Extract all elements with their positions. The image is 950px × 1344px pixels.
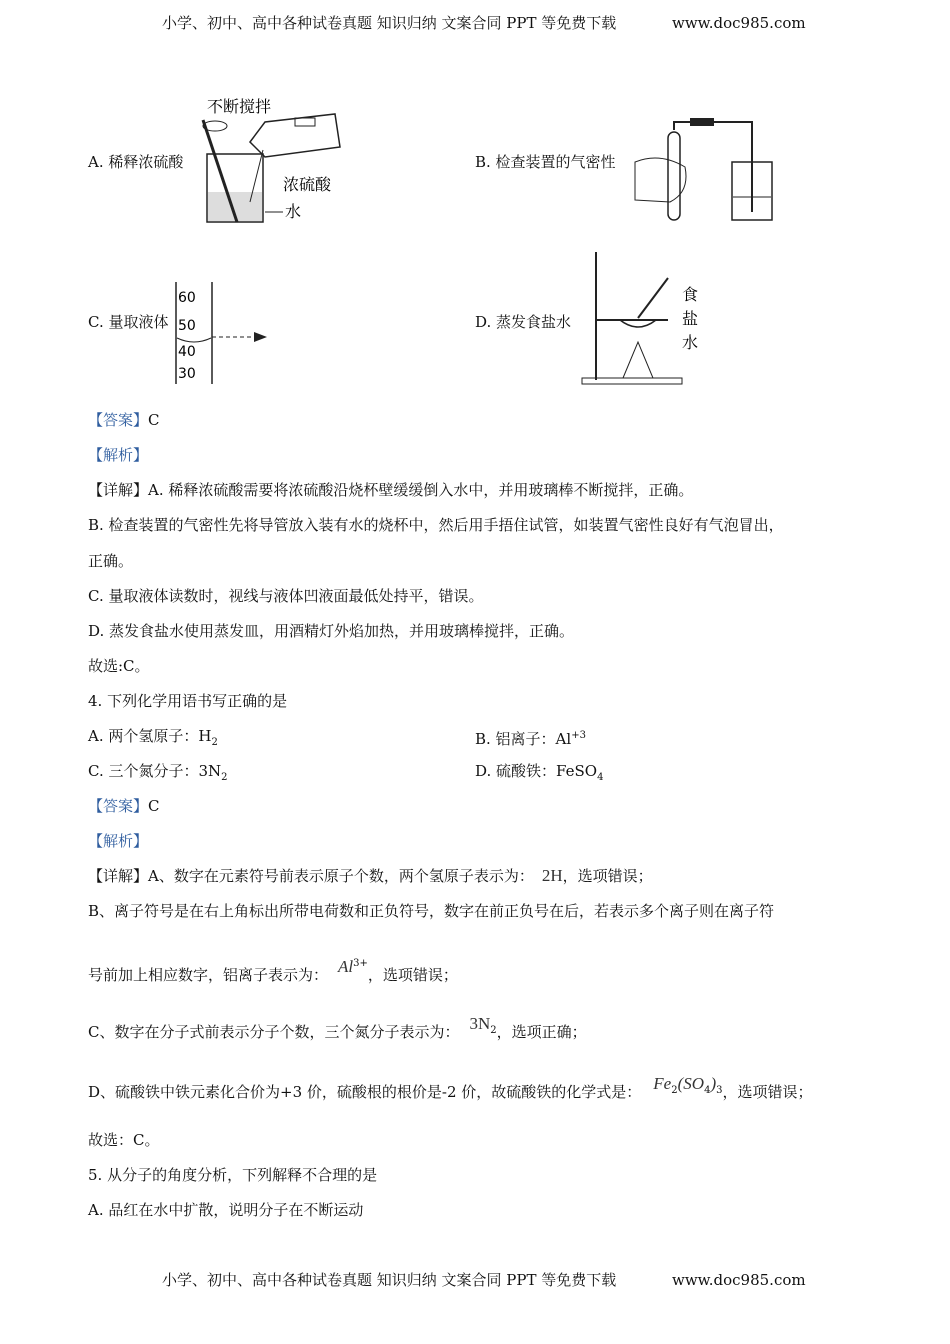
salt-label-1: 食 — [682, 285, 699, 304]
text-span: C. 三个氮分子：3N — [88, 762, 222, 780]
q4-option-d — [475, 761, 603, 788]
acid-label: 浓硫酸 — [283, 175, 332, 194]
detail-line: 正确。 — [88, 552, 134, 570]
text-span: 3 — [716, 1085, 723, 1096]
answer-value: C — [148, 797, 160, 815]
airtightness-figure — [630, 112, 790, 224]
answer-label: 【答案】 — [88, 411, 149, 429]
dilute-acid-figure — [195, 92, 375, 227]
text-span: D、硫酸铁中铁元素化合价为+3 价，硫酸根的根价是-2 价，故硫酸铁的化学式是： — [88, 1083, 642, 1101]
text-span: A、数字在元素符号前表示原子个数，两个氢原子表示为： — [148, 867, 534, 885]
eye-icon — [254, 332, 267, 342]
option-b: B. 检查装置的气密性 — [475, 153, 616, 171]
question-4-stem: 4. 下列化学用语书写正确的是 — [88, 692, 288, 710]
text-span: ，选项错误； — [562, 867, 653, 885]
q4-option-c — [88, 761, 228, 788]
detail-line-a — [88, 866, 653, 886]
detail-line: C. 量取液体读数时，视线与液体凹液面最低处持平，错误。 — [88, 587, 484, 605]
detail-line: B. 检查装置的气密性先将导管放入装有水的烧杯中，然后用手捂住试管，如装置气密性良好有气泡冒出， — [88, 516, 784, 534]
text-span: 3+ — [353, 958, 368, 969]
detail-line-b2 — [88, 957, 458, 985]
text-span: A. 两个氢原子：H — [88, 727, 212, 745]
detail-label: 【详解】 — [88, 481, 149, 499]
evaporation-figure — [578, 248, 708, 388]
tick-50: 50 — [178, 318, 196, 334]
text-span: 2 — [211, 737, 218, 748]
text-span: ，选项错误； — [722, 1083, 813, 1101]
text-span: 4 — [704, 1085, 711, 1096]
text-span: ，选项正确； — [496, 1023, 587, 1041]
text-span: 【详解】 — [88, 867, 149, 885]
salt-label-3: 水 — [682, 333, 699, 352]
option-a: A. 稀释浓硫酸 — [88, 153, 184, 171]
answer-label: 【答案】 — [88, 797, 149, 815]
water-label: 水 — [285, 202, 302, 221]
text-span: 4 — [597, 772, 604, 783]
text-span: C、数字在分子式前表示分子个数，三个氮分子表示为： — [88, 1023, 460, 1041]
tick-40: 40 — [178, 344, 196, 360]
analysis-label: 【解析】 — [88, 832, 149, 850]
text-span: 2 — [221, 772, 228, 783]
text-span: 2 — [671, 1085, 678, 1096]
analysis-label: 【解析】 — [88, 446, 149, 464]
header-link[interactable]: www.doc985.com — [672, 14, 806, 32]
stir-label: 不断搅拌 — [207, 97, 272, 116]
graduated-cylinder-figure — [172, 280, 282, 388]
text-span: (SO — [677, 1074, 705, 1093]
footer-text: 小学、初中、高中各种试卷真题 知识归纳 文案合同 PPT 等免费下载 — [162, 1271, 617, 1289]
answer-value: C — [148, 411, 160, 429]
question-5-stem: 5. 从分子的角度分析，下列解释不合理的是 — [88, 1166, 378, 1184]
text-span: 号前加上相应数字，铝离子表示为： — [88, 966, 329, 984]
detail-line-c — [88, 1014, 587, 1049]
option-d: D. 蒸发食盐水 — [475, 313, 572, 331]
q4-option-a — [88, 726, 218, 753]
tick-30: 30 — [178, 366, 196, 382]
text-span: 2H — [541, 866, 563, 885]
footer-link[interactable]: www.doc985.com — [672, 1271, 806, 1289]
text-span: ，选项错误； — [367, 966, 458, 984]
detail-line-b1: B、离子符号是在右上角标出所带电荷数和正负符号，数字在前正负号在后，若表示多个离子则在离子符 — [88, 902, 775, 920]
option-c: C. 量取液体 — [88, 313, 169, 331]
text-span: Fe — [653, 1074, 672, 1093]
header-text: 小学、初中、高中各种试卷真题 知识归纳 文案合同 PPT 等免费下载 — [162, 14, 617, 32]
text-span: 3N — [469, 1014, 491, 1033]
detail-line: D. 蒸发食盐水使用蒸发皿，用酒精灯外焰加热，并用玻璃棒搅拌，正确。 — [88, 622, 575, 640]
q5-option-a: A. 品红在水中扩散，说明分子在不断运动 — [88, 1201, 364, 1219]
detail-line: A. 稀释浓硫酸需要将浓硫酸沿烧杯壁缓缓倒入水中，并用玻璃棒不断搅拌，正确。 — [148, 481, 694, 499]
text-span: D. 硫酸铁：FeSO — [475, 762, 598, 780]
tick-60: 60 — [178, 290, 196, 306]
text-span: B. 铝离子：Al — [475, 730, 572, 748]
salt-label-2: 盐 — [682, 309, 699, 328]
detail-conclusion: 故选：C。 — [88, 1131, 160, 1149]
q4-option-b — [475, 726, 586, 749]
text-span: ) — [710, 1074, 717, 1093]
text-span: 2 — [490, 1025, 497, 1036]
detail-line: 故选:C。 — [88, 657, 150, 675]
text-span: +3 — [571, 730, 586, 741]
detail-line-d — [88, 1074, 813, 1109]
text-span: Al — [338, 957, 354, 976]
